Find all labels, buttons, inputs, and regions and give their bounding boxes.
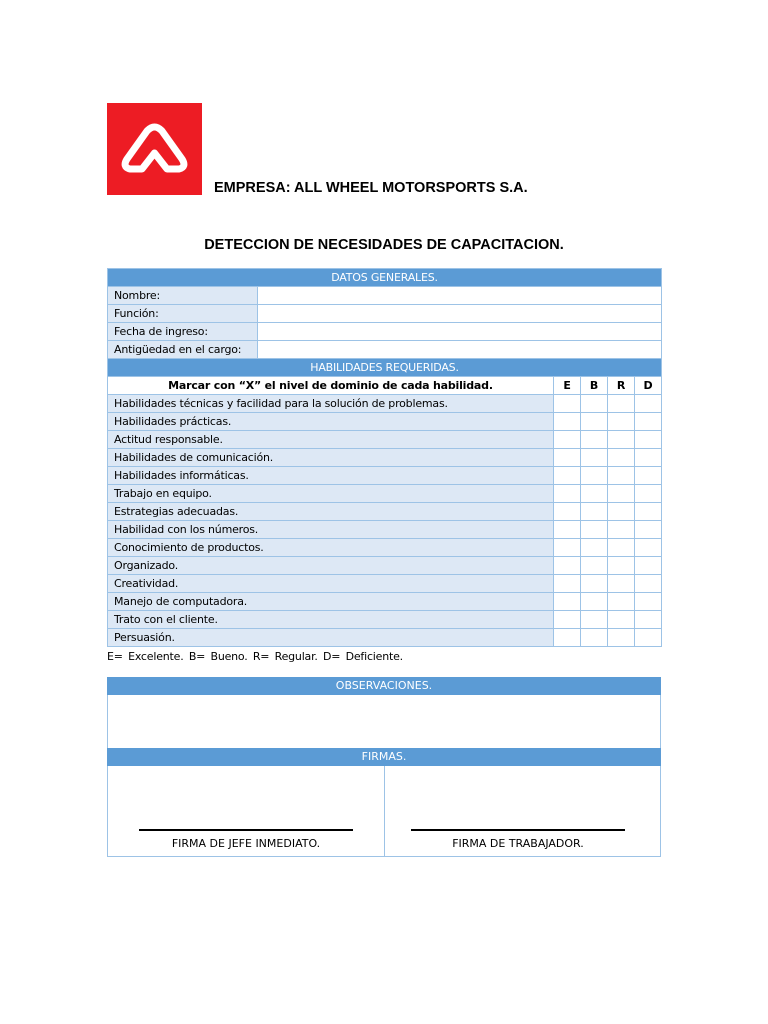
skill-label: Actitud responsable. <box>108 431 554 449</box>
skill-label: Habilidades de comunicación. <box>108 449 554 467</box>
skill-level-checkbox[interactable] <box>608 467 635 485</box>
skill-level-checkbox[interactable] <box>554 575 581 593</box>
skill-row <box>108 593 662 611</box>
general-row <box>108 287 662 305</box>
skill-level-checkbox[interactable] <box>608 485 635 503</box>
skill-row <box>108 467 662 485</box>
skill-label: Habilidades informáticas. <box>108 467 554 485</box>
company-logo <box>107 103 202 195</box>
skill-row <box>108 413 662 431</box>
skill-label: Habilidades técnicas y facilidad para la solución de problemas. <box>108 395 554 413</box>
general-row <box>108 341 662 359</box>
skill-level-checkbox[interactable] <box>635 521 662 539</box>
skill-level-checkbox[interactable] <box>635 593 662 611</box>
general-field-label: Nombre: <box>108 287 258 305</box>
skill-row <box>108 395 662 413</box>
general-data-header: DATOS GENERALES. <box>108 269 662 287</box>
skills-instruction-row <box>108 377 662 395</box>
company-name: EMPRESA: ALL WHEEL MOTORSPORTS S.A. <box>214 180 528 196</box>
skill-label: Conocimiento de productos. <box>108 539 554 557</box>
worker-signature-label: FIRMA DE TRABAJADOR. <box>452 837 584 850</box>
general-field-input[interactable] <box>258 287 662 305</box>
skill-row <box>108 431 662 449</box>
level-column-header: B <box>581 377 608 395</box>
skill-row <box>108 449 662 467</box>
supervisor-signature-line[interactable] <box>139 829 353 831</box>
skill-level-checkbox[interactable] <box>581 503 608 521</box>
general-field-input[interactable] <box>258 323 662 341</box>
skill-level-checkbox[interactable] <box>581 521 608 539</box>
skills-header-row <box>108 359 662 377</box>
level-column-header: D <box>635 377 662 395</box>
skill-level-checkbox[interactable] <box>554 467 581 485</box>
skill-label: Organizado. <box>108 557 554 575</box>
skill-level-checkbox[interactable] <box>635 539 662 557</box>
skill-level-checkbox[interactable] <box>608 395 635 413</box>
skill-level-checkbox[interactable] <box>635 575 662 593</box>
skill-label: Habilidades prácticas. <box>108 413 554 431</box>
skill-row <box>108 503 662 521</box>
signature-divider <box>384 766 385 856</box>
skill-level-checkbox[interactable] <box>635 503 662 521</box>
signatures-header: FIRMAS. <box>107 748 661 766</box>
skill-label: Manejo de computadora. <box>108 593 554 611</box>
skill-level-checkbox[interactable] <box>554 611 581 629</box>
worker-signature-line[interactable] <box>411 829 625 831</box>
skill-label: Estrategias adecuadas. <box>108 503 554 521</box>
skill-level-checkbox[interactable] <box>635 467 662 485</box>
skill-row <box>108 521 662 539</box>
skill-level-checkbox[interactable] <box>581 575 608 593</box>
skill-level-checkbox[interactable] <box>581 611 608 629</box>
general-row <box>108 323 662 341</box>
general-field-input[interactable] <box>258 341 662 359</box>
skill-level-checkbox[interactable] <box>581 629 608 647</box>
skill-level-checkbox[interactable] <box>554 395 581 413</box>
skill-level-checkbox[interactable] <box>635 395 662 413</box>
skill-level-checkbox[interactable] <box>581 431 608 449</box>
skill-label: Persuasión. <box>108 629 554 647</box>
skill-level-checkbox[interactable] <box>635 629 662 647</box>
skill-level-checkbox[interactable] <box>554 449 581 467</box>
skill-level-checkbox[interactable] <box>608 557 635 575</box>
skill-level-checkbox[interactable] <box>608 629 635 647</box>
skill-level-checkbox[interactable] <box>608 593 635 611</box>
skill-level-checkbox[interactable] <box>608 431 635 449</box>
skill-level-checkbox[interactable] <box>608 521 635 539</box>
skill-level-checkbox[interactable] <box>581 485 608 503</box>
skill-label: Creatividad. <box>108 575 554 593</box>
skill-level-checkbox[interactable] <box>554 629 581 647</box>
skill-level-checkbox[interactable] <box>581 593 608 611</box>
skill-level-checkbox[interactable] <box>608 449 635 467</box>
supervisor-signature-label: FIRMA DE JEFE INMEDIATO. <box>171 837 321 850</box>
skill-level-checkbox[interactable] <box>635 485 662 503</box>
general-field-label: Fecha de ingreso: <box>108 323 258 341</box>
general-field-label: Antigüedad en el cargo: <box>108 341 258 359</box>
training-needs-form <box>107 268 662 647</box>
skill-level-checkbox[interactable] <box>608 539 635 557</box>
skill-level-checkbox[interactable] <box>635 431 662 449</box>
skill-level-checkbox[interactable] <box>554 485 581 503</box>
skill-level-checkbox[interactable] <box>554 557 581 575</box>
skill-level-checkbox[interactable] <box>554 539 581 557</box>
signatures-box <box>107 766 661 857</box>
skill-level-checkbox[interactable] <box>581 539 608 557</box>
skill-row <box>108 539 662 557</box>
skill-row <box>108 485 662 503</box>
level-column-header: R <box>608 377 635 395</box>
skill-row <box>108 611 662 629</box>
chevron-logo-icon <box>107 103 202 195</box>
observations-field[interactable] <box>107 695 661 749</box>
skills-header: HABILIDADES REQUERIDAS. <box>108 359 662 377</box>
skill-level-checkbox[interactable] <box>581 413 608 431</box>
skill-level-checkbox[interactable] <box>635 413 662 431</box>
skill-level-checkbox[interactable] <box>608 611 635 629</box>
skills-instruction: Marcar con “X” el nivel de dominio de cada habilidad. <box>108 377 554 395</box>
document-title: DETECCION DE NECESIDADES DE CAPACITACION. <box>204 237 564 253</box>
skill-level-checkbox[interactable] <box>608 413 635 431</box>
skill-level-checkbox[interactable] <box>608 503 635 521</box>
skill-level-checkbox[interactable] <box>635 611 662 629</box>
observations-header: OBSERVACIONES. <box>107 677 661 695</box>
level-column-header: E <box>554 377 581 395</box>
skill-level-checkbox[interactable] <box>554 503 581 521</box>
skill-level-checkbox[interactable] <box>635 449 662 467</box>
skill-label: Trato con el cliente. <box>108 611 554 629</box>
skill-label: Trabajo en equipo. <box>108 485 554 503</box>
skill-label: Habilidad con los números. <box>108 521 554 539</box>
skill-level-checkbox[interactable] <box>554 413 581 431</box>
skill-level-checkbox[interactable] <box>581 395 608 413</box>
skill-level-checkbox[interactable] <box>554 593 581 611</box>
skill-level-checkbox[interactable] <box>581 557 608 575</box>
skill-level-checkbox[interactable] <box>581 467 608 485</box>
skill-row <box>108 575 662 593</box>
rating-legend: E= Excelente. B= Bueno. R= Regular. D= Deficiente. <box>107 650 403 663</box>
general-field-input[interactable] <box>258 305 662 323</box>
skill-level-checkbox[interactable] <box>608 575 635 593</box>
skill-level-checkbox[interactable] <box>581 449 608 467</box>
skill-level-checkbox[interactable] <box>554 431 581 449</box>
skill-row <box>108 557 662 575</box>
general-field-label: Función: <box>108 305 258 323</box>
skill-level-checkbox[interactable] <box>554 521 581 539</box>
skill-level-checkbox[interactable] <box>635 557 662 575</box>
skill-row <box>108 629 662 647</box>
general-row <box>108 305 662 323</box>
